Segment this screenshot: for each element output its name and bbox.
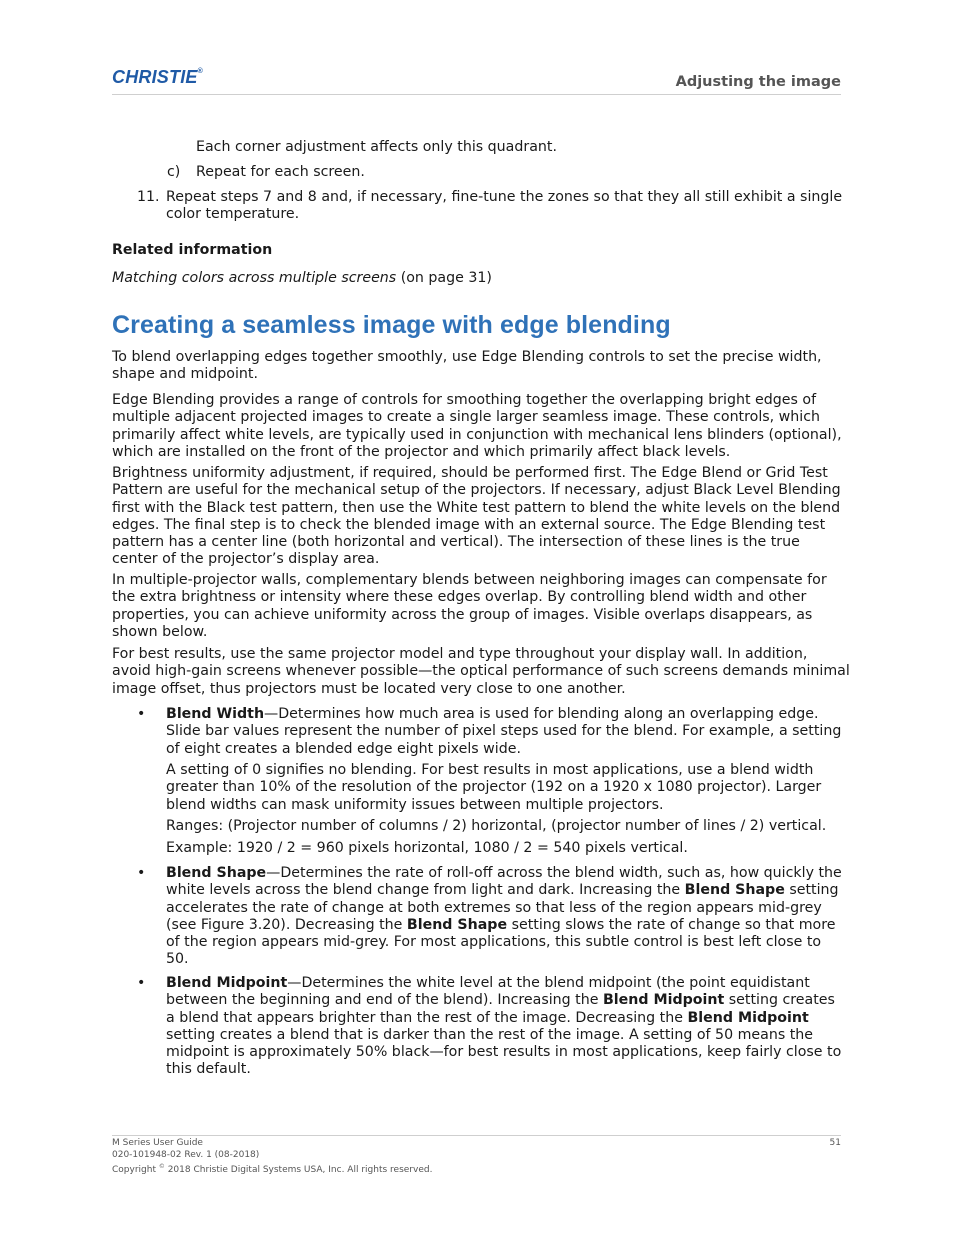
paragraph-multiple-projector-walls <box>112 572 827 641</box>
bullet-blend-shape <box>166 865 842 969</box>
text-span: Copyright <box>112 1165 159 1175</box>
term-blend-midpoint: Blend Midpoint <box>687 1009 809 1026</box>
page-title: Creating a seamless image with edge blending <box>112 311 671 339</box>
related-info-heading: Related information <box>112 242 273 258</box>
section-header-title: Adjusting the image <box>675 74 841 90</box>
text-line <box>166 975 842 992</box>
text-line: primarily affect white levels, are typically used in conjunction with mechanical lens blinders (optional), <box>112 426 842 443</box>
text-span: 2018 Christie Digital Systems USA, Inc. All rights reserved. <box>164 1165 433 1175</box>
page-number: 51 <box>829 1138 841 1148</box>
paragraph-edge-blending-overview <box>112 392 842 461</box>
bullet-blend-width <box>166 706 842 758</box>
term-blend-shape: Blend Shape <box>684 882 785 899</box>
christie-logo <box>112 67 203 88</box>
registered-mark: ® <box>197 68 203 75</box>
text-span: setting creates <box>724 992 835 1009</box>
text-line <box>166 992 842 1009</box>
text-line: Slide bar values represent the number of pixel steps used for the blend. For example, a setting <box>166 723 842 740</box>
step-11-line: Repeat steps 7 and 8 and, if necessary, fine-tune the zones so that they all still exhibit a single <box>166 189 843 205</box>
paragraph-brightness-uniformity <box>112 465 841 569</box>
text-line: the extra brightness or intensity where these edges overlap. By controlling blend width and other <box>112 589 807 606</box>
related-info-entry <box>112 270 492 287</box>
bullet-marker: • <box>137 706 146 722</box>
bullet-marker: • <box>137 975 146 991</box>
text-line <box>166 706 842 723</box>
term-blend-width: Blend Width <box>166 706 265 722</box>
step-11-marker: 11. <box>137 189 160 205</box>
text-line <box>166 865 842 882</box>
footer-divider <box>112 1135 841 1136</box>
text-line <box>166 1010 842 1027</box>
text-line: greater than 10% of the resolution of the projector (192 on a 1920 x 1080 projector). Larger <box>166 779 822 796</box>
step-11-line: color temperature. <box>166 206 300 222</box>
text-line: of eight creates a blended edge eight pixels wide. <box>166 740 521 757</box>
text-line <box>166 917 842 934</box>
intro-paragraph <box>112 349 822 384</box>
blend-width-detail <box>166 762 842 814</box>
text-line: which are installed on the front of the projector and which primarily affect black levels. <box>112 443 731 460</box>
paragraph-best-results <box>112 646 850 698</box>
text-line: setting creates a blend that is darker than the rest of the image. A setting of 50 means the <box>166 1026 814 1043</box>
text-line: To blend overlapping edges together smoothly, use Edge Blending controls to set the precise width, <box>112 349 822 365</box>
text-line <box>166 882 842 899</box>
text-span: white levels across the blend change from light and dark. Increasing the <box>166 882 685 899</box>
text-line: shape and midpoint. <box>112 366 258 383</box>
step-c-text: Repeat for each screen. <box>196 164 365 180</box>
text-span: between the beginning and end of the blend). Increasing the <box>166 992 603 1009</box>
text-span: —Determines the rate of roll-off across the blend width, such as, how quickly the <box>266 865 842 881</box>
term-blend-midpoint: Blend Midpoint <box>602 992 725 1009</box>
text-span: setting <box>784 882 839 899</box>
text-line: midpoint is approximately 50% black—for best results in most applications, keep fairly close to <box>166 1044 842 1061</box>
text-span: setting slows the rate of change so that more <box>507 916 836 933</box>
blend-width-example: Example: 1920 / 2 = 960 pixels horizontal, 1080 / 2 = 540 pixels vertical. <box>166 840 688 856</box>
blend-width-ranges: Ranges: (Projector number of columns / 2) horizontal, (projector number of lines / 2) vertical. <box>166 818 827 834</box>
term-blend-shape: Blend Shape <box>166 865 267 881</box>
text-span: —Determines the white level at the blend midpoint (the point equidistant <box>287 975 810 991</box>
copyright-mark: © <box>158 1163 165 1170</box>
text-line: properties, you can achieve uniformity across the group of images. Visible overlaps disappears, as <box>112 606 813 623</box>
footer-copyright <box>112 1161 432 1177</box>
text-line: blend widths can mask uniformity issues between multiple projectors. <box>166 796 664 813</box>
text-line: accelerates the rate of change at both extremes so that less of the region appears mid-grey <box>166 899 822 916</box>
related-info-link[interactable]: Matching colors across multiple screens <box>112 270 397 286</box>
footer-info <box>112 1138 432 1177</box>
step-c-marker: c) <box>167 164 181 180</box>
text-line: pattern has a center line (both horizontal and vertical). The intersection of these lines is the true <box>112 534 800 551</box>
text-line: For best results, use the same projector model and type throughout your display wall. In addition, <box>112 646 808 662</box>
term-blend-shape: Blend Shape <box>406 916 508 933</box>
text-line: Edge Blending provides a range of controls for smoothing together the overlapping bright edges of <box>112 392 817 408</box>
footer-doc-number: 020-101948-02 Rev. 1 (08-2018) <box>112 1149 260 1160</box>
header-divider <box>112 94 841 95</box>
logo-text: CHRISTIE <box>112 67 198 87</box>
text-line: 50. <box>166 951 189 968</box>
text-line: of the region appears mid-grey. For most applications, this subtle control is best left close to <box>166 934 822 951</box>
text-line: Brightness uniformity adjustment, if required, should be performed first. The Edge Blend or Grid Test <box>112 465 828 481</box>
text-line: avoid high-gain screens whenever possible—the optical performance of such screens demands minimal <box>112 663 850 680</box>
bullet-marker: • <box>137 865 146 881</box>
text-span: (see Figure 3.20). Decreasing the <box>166 916 407 933</box>
term-blend-midpoint: Blend Midpoint <box>166 975 288 991</box>
footer-guide-name: M Series User Guide <box>112 1138 203 1148</box>
text-line: this default. <box>166 1061 251 1078</box>
text-line: first with the Black test pattern, then use the White test pattern to blend the white levels on the blend <box>112 499 841 516</box>
text-span: —Determines how much area is used for blending along an overlapping edge. <box>264 706 819 722</box>
text-line: image offset, thus projectors must be located very close to one another. <box>112 680 626 697</box>
related-info-page: (on page 31) <box>396 270 492 286</box>
text-line: A setting of 0 signifies no blending. For best results in most applications, use a blend width <box>166 762 814 778</box>
text-line: center of the projector’s display area. <box>112 551 380 568</box>
text-line: multiple adjacent projected images to create a single larger seamless image. These controls, which <box>112 409 821 426</box>
text-line: Pattern are useful for the mechanical setup of the projectors. If necessary, adjust Black Level Blending <box>112 482 841 499</box>
text-span: a blend that appears brighter than the rest of the image. Decreasing the <box>166 1009 688 1026</box>
text-line: edges. The final step is to check the blended image with an external source. The Edge Blending test <box>112 516 826 533</box>
text-line: shown below. <box>112 623 208 640</box>
quadrant-note: Each corner adjustment affects only this quadrant. <box>196 139 557 155</box>
bullet-blend-midpoint <box>166 975 842 1079</box>
text-line: In multiple-projector walls, complementary blends between neighboring images can compensate for <box>112 572 827 588</box>
